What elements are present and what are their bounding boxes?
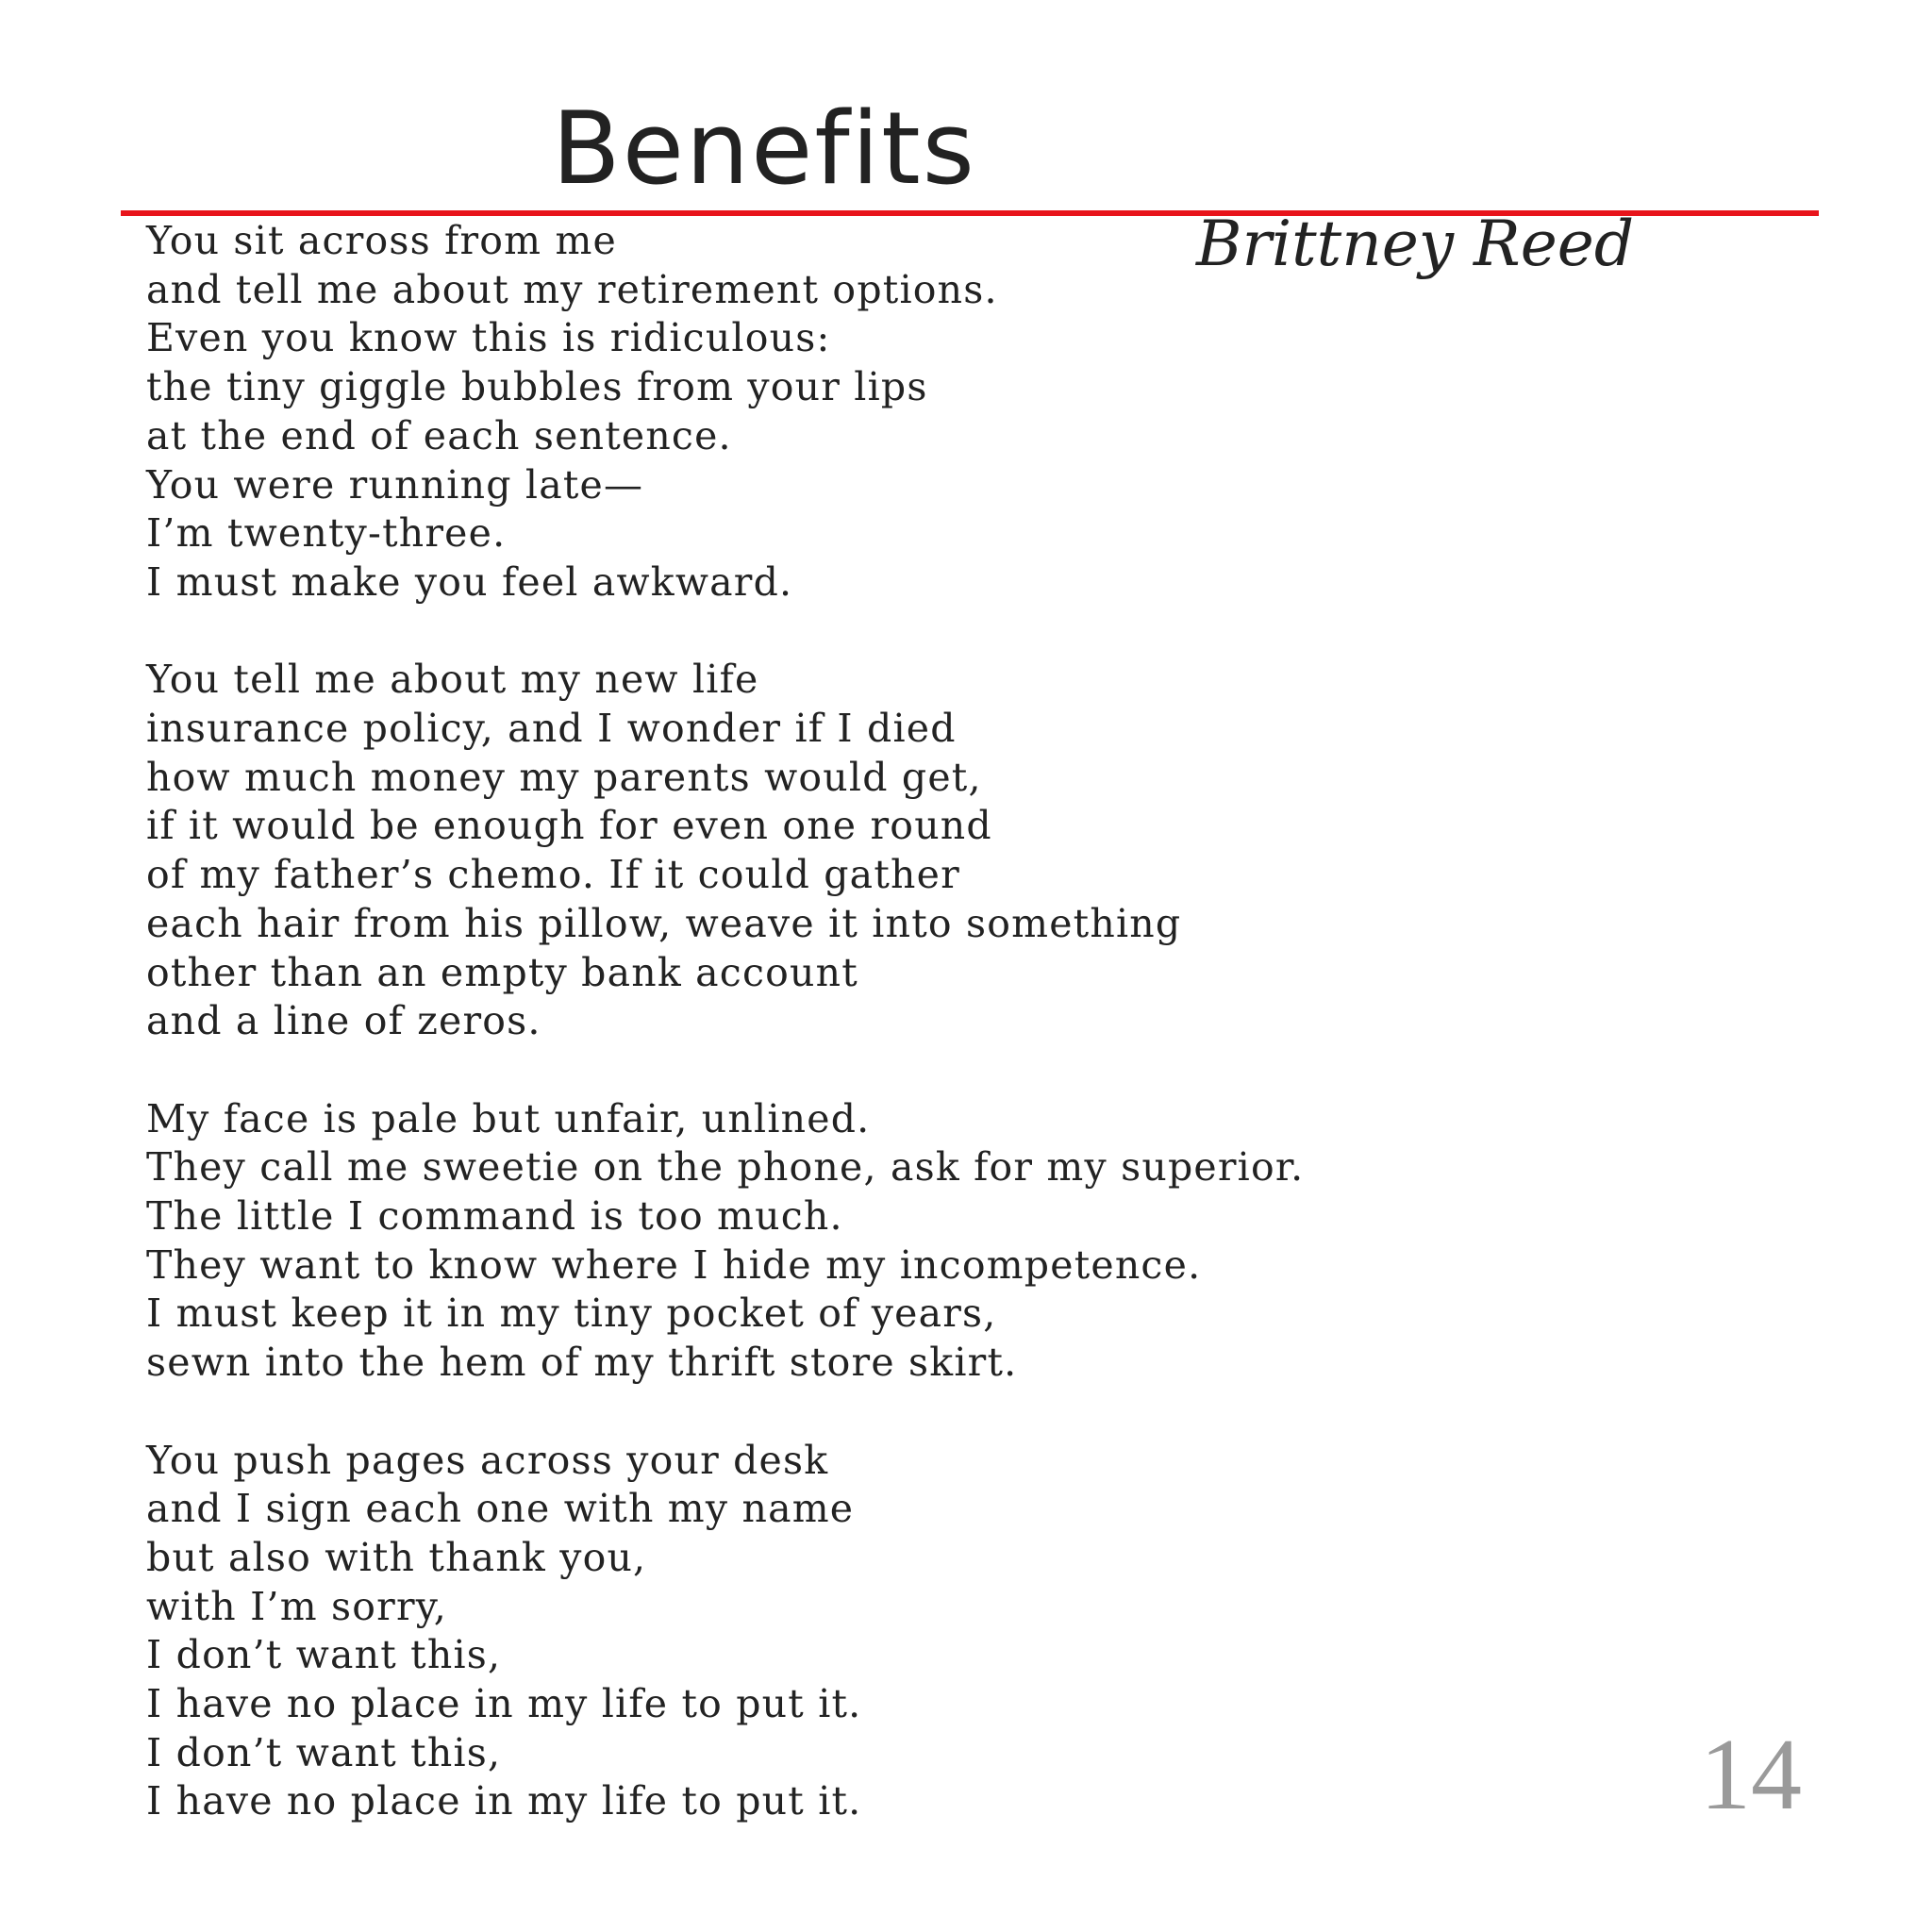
poem-line: I must make you feel awkward.: [146, 558, 793, 605]
stanza-1: [146, 217, 1304, 608]
poem-line: each hair from his pillow, weave it into something: [146, 900, 1182, 946]
poem-line: They want to know where I hide my incompetence.: [146, 1241, 1202, 1288]
poem-line: You push pages across your desk: [146, 1437, 829, 1483]
poem-line: the tiny giggle bubbles from your lips: [146, 364, 928, 410]
stanza-3: [146, 1095, 1304, 1388]
poem-line: and a line of zeros.: [146, 998, 541, 1044]
poem-line: I must keep it in my tiny pocket of years,: [146, 1291, 997, 1337]
poem-line: You were running late—: [146, 461, 644, 508]
page-number: 14: [1700, 1719, 1802, 1831]
poem-line: You sit across from me: [146, 218, 618, 263]
poem-line: I have no place in my life to put it.: [146, 1778, 862, 1824]
poem-line: I don’t want this,: [146, 1632, 502, 1678]
poem-line: if it would be enough for even one round: [146, 803, 992, 849]
poem-title: Benefits: [552, 91, 976, 207]
poem-line: sewn into the hem of my thrift store skirt.: [146, 1340, 1018, 1386]
poem-line: My face is pale but unfair, unlined.: [146, 1095, 871, 1141]
poem-line: The little I command is too much.: [146, 1193, 843, 1240]
poem-line: of my father’s chemo. If it could gather: [146, 852, 960, 898]
poem-line: insurance policy, and I wonder if I died: [146, 706, 957, 752]
poem-line: You tell me about my new life: [146, 657, 759, 703]
poem-line: at the end of each sentence.: [146, 412, 732, 458]
poem-line: how much money my parents would get,: [146, 754, 982, 800]
author-name: Brittney Reed: [1196, 208, 1635, 280]
poem-line: Even you know this is ridiculous:: [146, 315, 831, 361]
poem-body: [146, 217, 1304, 1875]
poem-line: I have no place in my life to put it.: [146, 1681, 862, 1727]
poem-line: and tell me about my retirement options.: [146, 266, 998, 312]
poem-line: with I’m sorry,: [146, 1583, 447, 1629]
poem-line: I don’t want this,: [146, 1729, 502, 1775]
poem-line: other than an empty bank account: [146, 949, 858, 995]
poem-line: and I sign each one with my name: [146, 1486, 855, 1532]
poem-line: I’m twenty-three.: [146, 510, 507, 557]
poem-line: but also with thank you,: [146, 1534, 647, 1580]
poem-line: They call me sweetie on the phone, ask for my superior.: [146, 1144, 1305, 1191]
stanza-2: [146, 656, 1304, 1046]
stanza-4: [146, 1437, 1304, 1827]
